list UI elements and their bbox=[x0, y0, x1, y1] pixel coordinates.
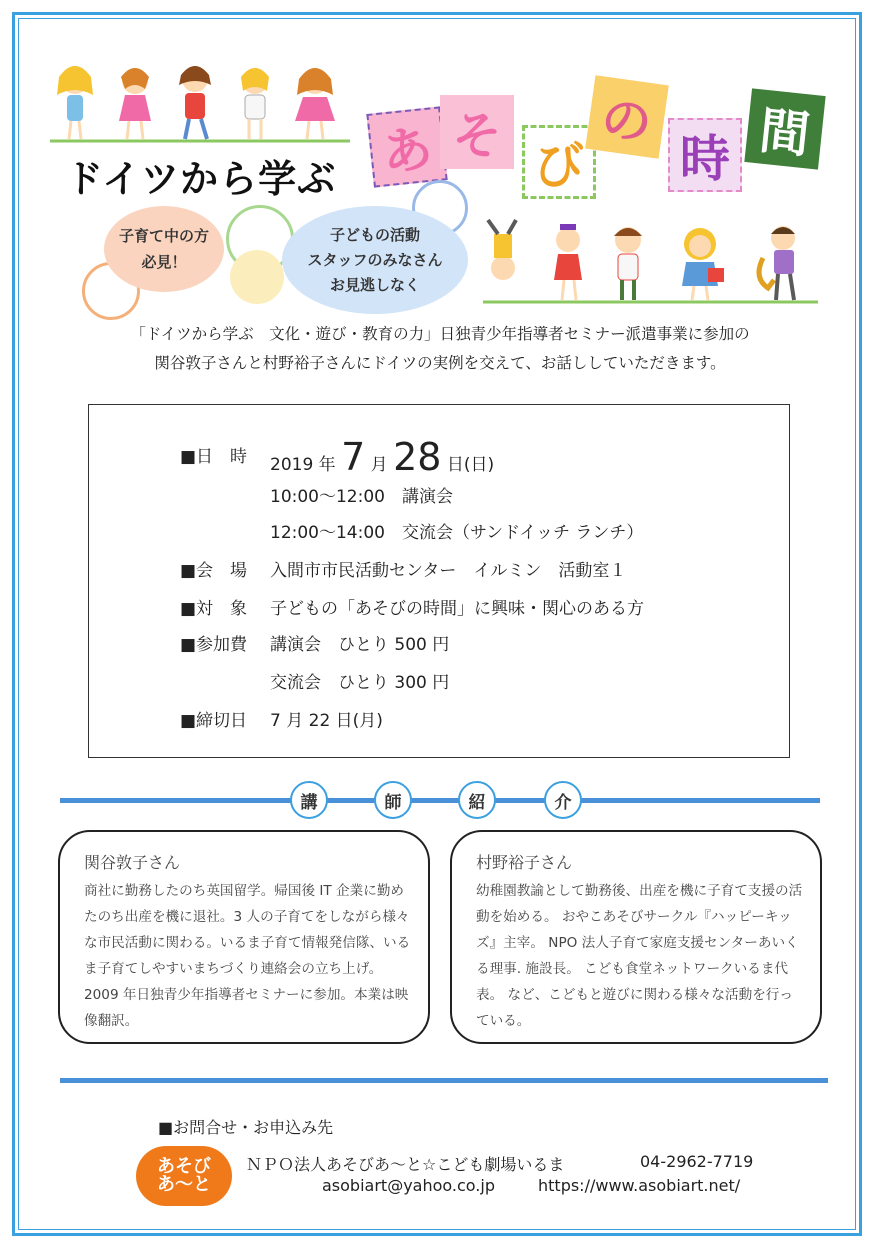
title-tile-so: そ bbox=[440, 95, 514, 169]
footer-divider-bar bbox=[60, 1078, 828, 1083]
kids-illustration-right bbox=[478, 218, 823, 310]
date-value bbox=[270, 435, 495, 479]
speaker-left-name: 関谷敦子さん bbox=[84, 853, 181, 872]
title-tile-bi: び bbox=[522, 125, 596, 199]
date-year: 2019 年 bbox=[270, 455, 336, 475]
contact-phone[interactable]: 04-2962-7719 bbox=[640, 1152, 754, 1171]
speaker-profile-right bbox=[450, 830, 822, 1044]
title-tile-ji: 時 bbox=[668, 118, 742, 192]
title-prefix: ドイツから学ぶ bbox=[65, 157, 337, 201]
venue-value: 入間市市民活動センター イルミン 活動室１ bbox=[270, 561, 627, 581]
speakers-heading-char-1: 講 bbox=[290, 781, 328, 819]
decor-circle-yellow bbox=[230, 250, 284, 304]
kids-illustration-top bbox=[45, 55, 355, 145]
date-label: ■日 時 bbox=[180, 447, 248, 467]
time-row-2: 12:00～14:00 交流会（サンドイッチ ランチ） bbox=[270, 523, 644, 543]
deadline-label: ■締切日 bbox=[180, 711, 248, 731]
date-day: 28 bbox=[393, 435, 442, 479]
fee-label: ■参加費 bbox=[180, 635, 248, 655]
title-tile-ma: 間 bbox=[744, 88, 825, 169]
speaker-right-name: 村野裕子さん bbox=[476, 853, 573, 872]
speaker-left-bio: 商社に勤務したのち英国留学。帰国後 IT 企業に勤めたのち出産を機に退社。3 人の子育てをしながら様々な市民活動に関わる。いるま子育て情報発信隊、いるま子育てしやすいまちづくり連絡会の立ち上げ。2009 年日独青少年指導者セミナーに参加。本業は映像翻訳。 bbox=[84, 883, 411, 1029]
title-tile-a: あ bbox=[366, 106, 447, 187]
org-logo-text: あそび あ～と bbox=[157, 1156, 211, 1195]
bubble-staff-text: 子どもの活動 スタッフのみなさん お見逃しなく bbox=[307, 225, 443, 294]
speakers-heading-char-2: 師 bbox=[374, 781, 412, 819]
bubble-staff bbox=[282, 206, 468, 314]
target-value: 子どもの「あそびの時間」に興味・関心のある方 bbox=[270, 599, 644, 619]
speaker-profile-left bbox=[58, 830, 430, 1044]
speakers-heading-char-4: 介 bbox=[544, 781, 582, 819]
time-row-1: 10:00～12:00 講演会 bbox=[270, 487, 453, 507]
org-logo bbox=[136, 1146, 232, 1206]
deadline-value: 7 月 22 日(月) bbox=[270, 711, 383, 731]
contact-email[interactable]: asobiart@yahoo.co.jp bbox=[322, 1176, 495, 1195]
intro-text bbox=[0, 320, 880, 378]
speaker-right-bio: 幼稚園教諭として勤務後、出産を機に子育て支援の活動を始める。 おやこあそびサークル『ハッピーキッズ』主宰。 NPO 法人子育て家庭支援センターあいくる理事. 施設長。 こども食堂ネットワークいるま代表。 など、こどもと遊びに関わる様々な活動を行っている。 bbox=[476, 883, 803, 1029]
intro-line-2: 関谷敦子さんと村野裕子さんにドイツの実例を交えて、お話ししていただきます。 bbox=[154, 354, 726, 372]
date-month: 7 bbox=[341, 435, 366, 479]
contact-heading: ■お問合せ・お申込み先 bbox=[158, 1118, 334, 1137]
target-label: ■対 象 bbox=[180, 599, 248, 619]
contact-url[interactable]: https://www.asobiart.net/ bbox=[538, 1176, 741, 1195]
fee-value-1: 講演会 ひとり 500 円 bbox=[270, 635, 450, 655]
date-month-unit: 月 bbox=[370, 455, 388, 475]
venue-label: ■会 場 bbox=[180, 561, 248, 581]
contact-org: ＮＰＯ法人あそびあ～と☆こども劇場いるま bbox=[246, 1155, 565, 1174]
date-row bbox=[0, 432, 880, 479]
speakers-divider-bar bbox=[60, 798, 820, 803]
title-tile-no: の bbox=[585, 75, 669, 159]
intro-line-1: 「ドイツから学ぶ 文化・遊び・教育の力」日独青少年指導者セミナー派遣事業に参加の bbox=[130, 325, 750, 343]
fee-value-2: 交流会 ひとり 300 円 bbox=[270, 673, 450, 693]
date-day-unit: 日(日) bbox=[446, 455, 495, 475]
bubble-parents-text: 子育て中の方 必見！ bbox=[118, 227, 209, 271]
speakers-heading-char-3: 紹 bbox=[458, 781, 496, 819]
bubble-parents bbox=[104, 206, 224, 292]
